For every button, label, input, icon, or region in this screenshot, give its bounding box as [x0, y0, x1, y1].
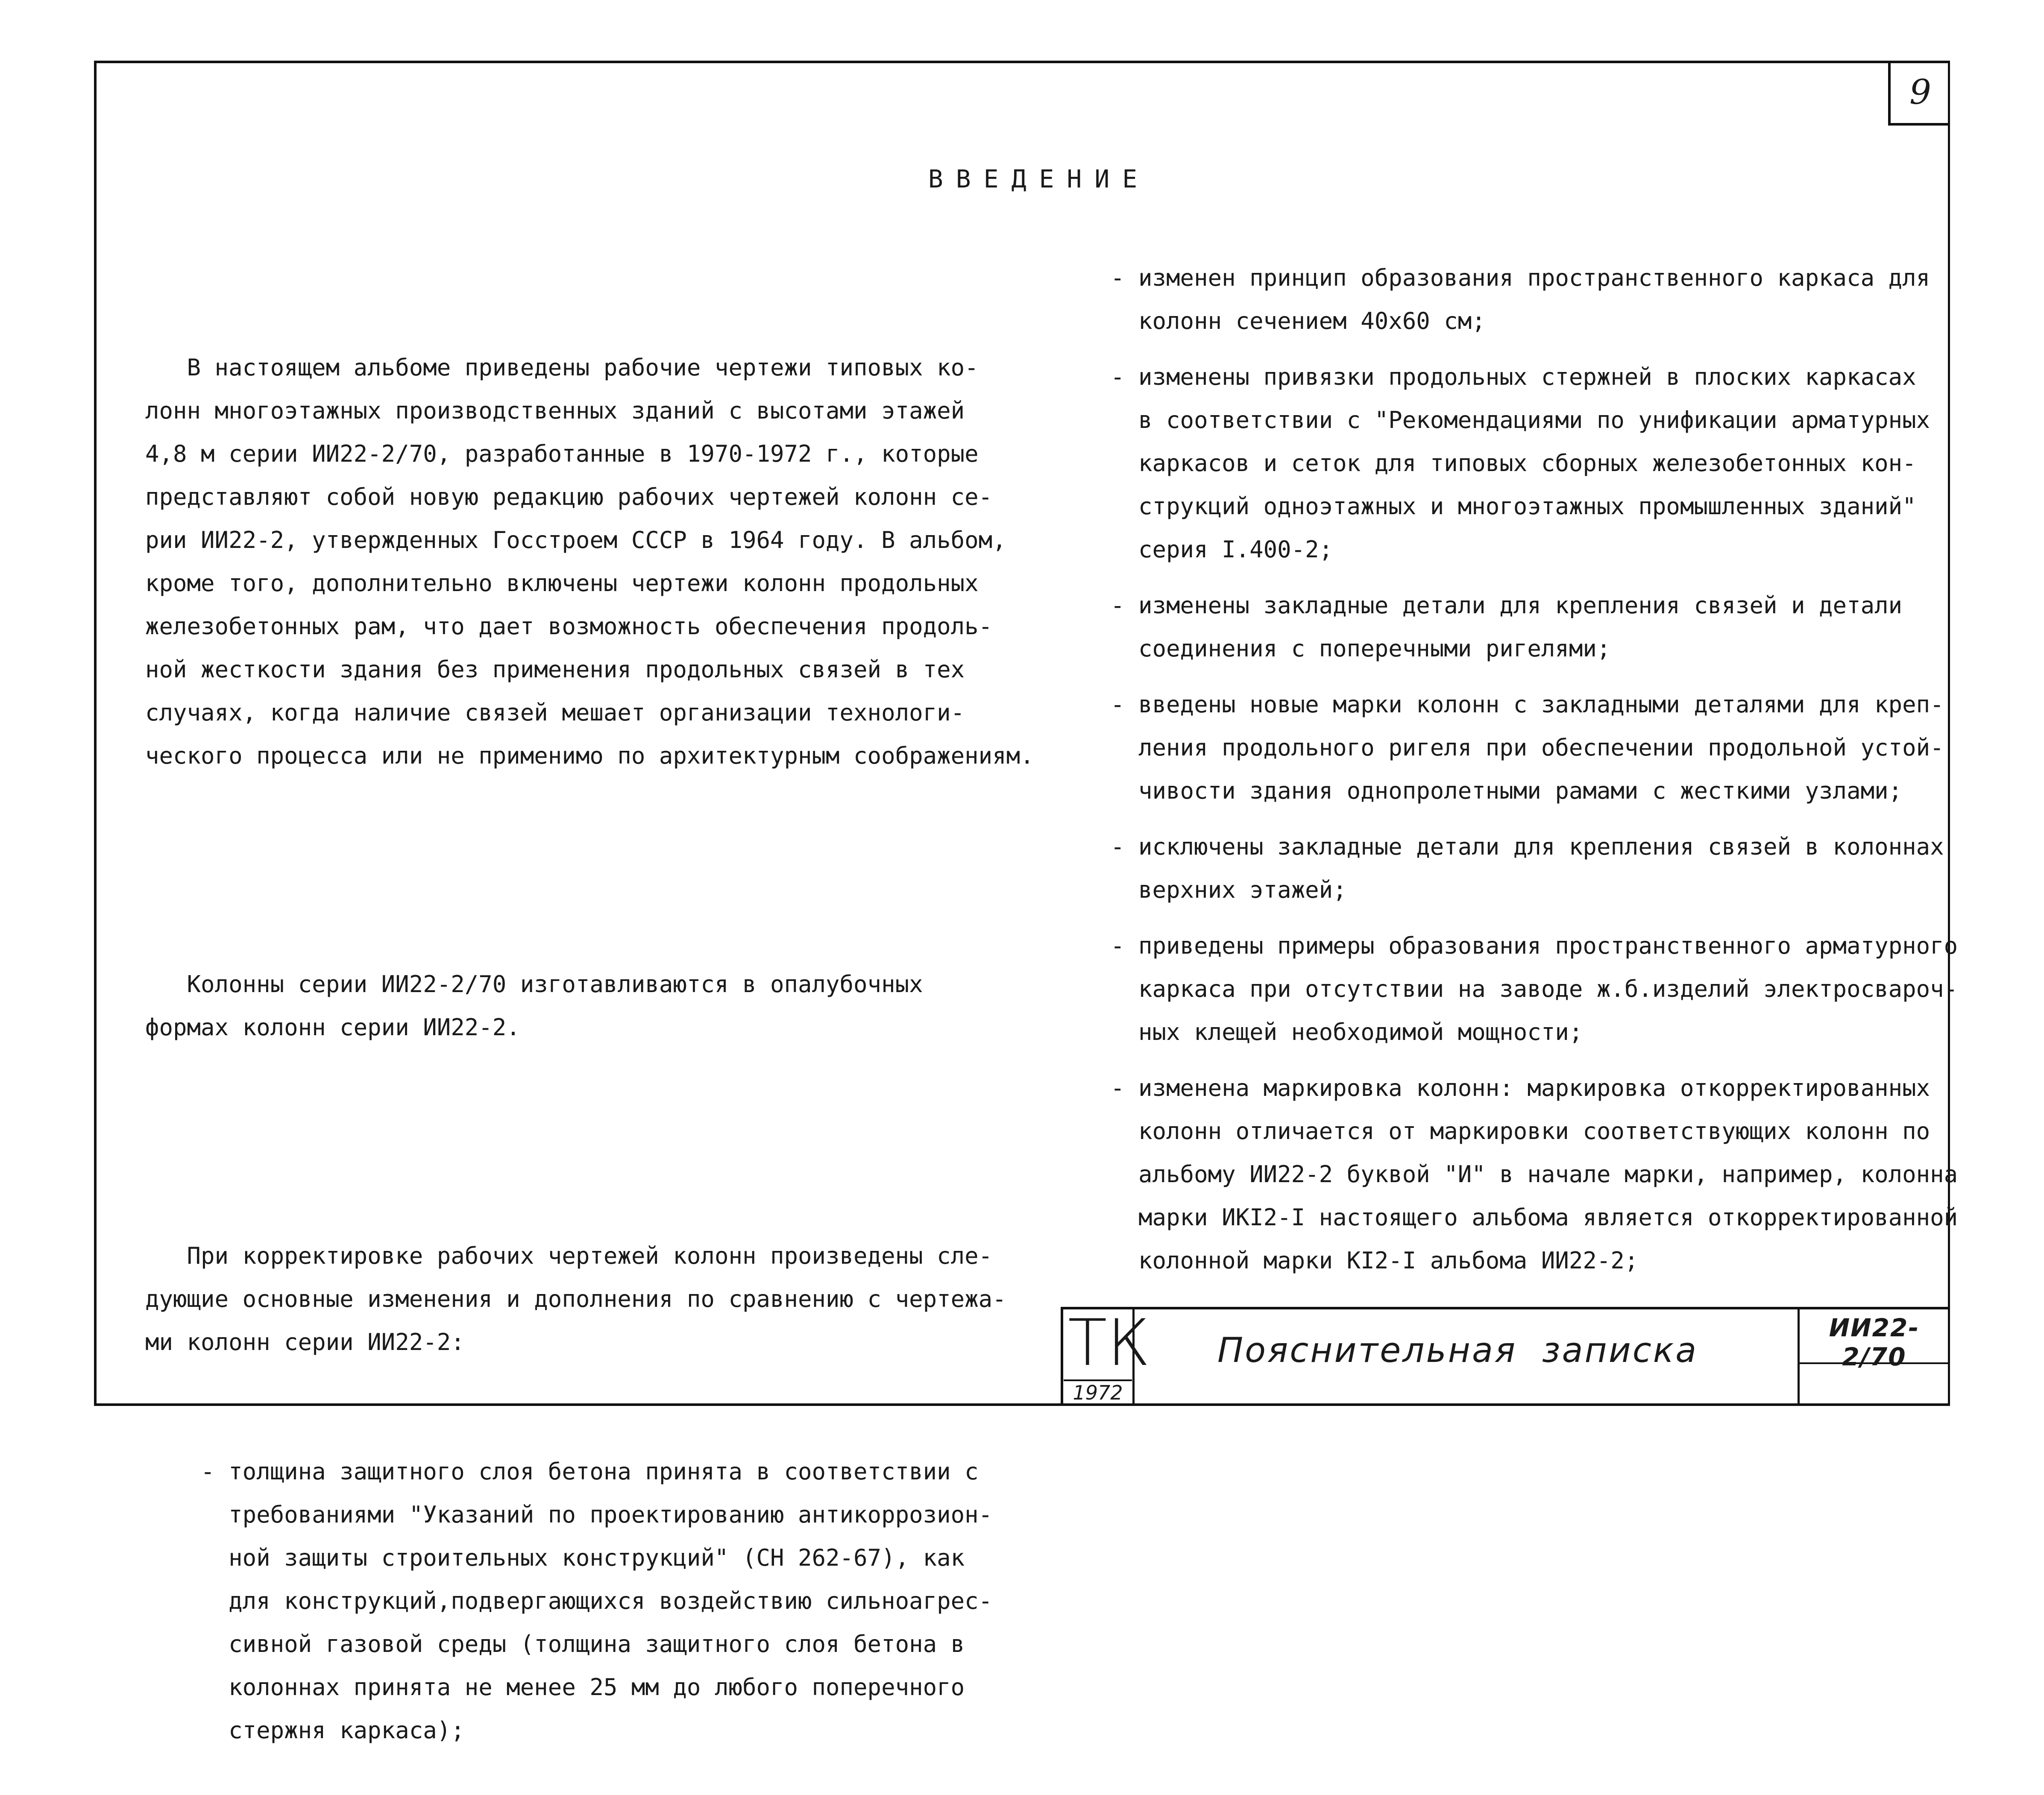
text-line: соединения с поперечными ригелями;: [1111, 635, 1611, 662]
text-line: кроме того, дополнительно включены чертежи колонн продольных: [145, 570, 979, 597]
right-text-column: [1111, 256, 1958, 1282]
text-line: дующие основные изменения и дополнения по сравнению с чертежа-: [145, 1285, 1006, 1312]
series-code: ИИ22-2/70: [1829, 1313, 1920, 1371]
intro-paragraph: [145, 346, 1034, 777]
page-title: ВВЕДЕНИЕ: [928, 164, 1150, 193]
sheet-name: Пояснительная записка: [1217, 1330, 1698, 1370]
text-line: альбому ИИ22-2 буквой "И" в начале марки, например, колонна: [1111, 1161, 1958, 1188]
list-item: [1111, 1066, 1958, 1282]
text-line: - изменены закладные детали для крепления связей и детали: [1111, 592, 1903, 619]
list-item: [1111, 825, 1958, 911]
text-line: струкций одноэтажных и многоэтажных промышленных зданий": [1111, 493, 1916, 520]
text-line: чивости здания однопролетными рамами с жесткими узлами;: [1111, 777, 1903, 804]
text-line: - изменен принцип образования пространственного каркаса для: [1111, 264, 1930, 291]
text-line: - исключены закладные детали для крепления связей в колоннах: [1111, 833, 1944, 860]
list-item: [1111, 355, 1958, 571]
text-line: сивной газовой среды (толщина защитного слоя бетона в: [145, 1631, 965, 1657]
forms-paragraph: [145, 963, 1034, 1049]
text-line: - введены новые марки колонн с закладными деталями для креп-: [1111, 691, 1944, 718]
changes-intro-paragraph: [145, 1234, 1034, 1364]
text-line: 4,8 м серии ИИ22-2/70, разработанные в 1970-1972 г., которые: [145, 440, 979, 467]
text-line: серия I.400-2;: [1111, 536, 1333, 563]
text-line: лонн многоэтажных производственных зданий с высотами этажей: [145, 397, 965, 424]
text-line: В настоящем альбоме приведены рабочие чертежи типовых ко-: [145, 354, 979, 381]
text-line: каркасов и сеток для типовых сборных железобетонных кон-: [1111, 450, 1916, 477]
stamp-year: 1972: [1064, 1379, 1132, 1405]
text-line: - толщина защитного слоя бетона принята в соответствии с: [145, 1458, 979, 1485]
text-line: представляют собой новую редакцию рабочих чертежей колонн се-: [145, 483, 993, 510]
text-line: требованиями "Указаний по проектированию антикоррозион-: [145, 1501, 993, 1528]
text-line: колоннах принята не менее 25 мм до любого поперечного: [145, 1674, 965, 1701]
page-number: 9: [1888, 61, 1950, 126]
text-line: ной жесткости здания без применения продольных связей в тех: [145, 656, 965, 683]
text-line: - приведены примеры образования пространственного арматурного: [1111, 932, 1958, 959]
text-line: колонн отличается от маркировки соответствующих колонн по: [1111, 1118, 1930, 1145]
text-line: верхних этажей;: [1111, 876, 1347, 903]
text-line: для конструкций,подвергающихся воздействию сильноагрес-: [145, 1587, 993, 1614]
text-line: формах колонн серии ИИ22-2.: [145, 1014, 520, 1041]
text-line: каркаса при отсутствии на заводе ж.б.изделий электросвароч-: [1111, 975, 1958, 1002]
text-line: При корректировке рабочих чертежей колонн произведены сле-: [145, 1242, 993, 1269]
text-line: ми колонн серии ИИ22-2:: [145, 1329, 465, 1356]
list-item: [1111, 256, 1958, 343]
list-item: [1111, 584, 1958, 670]
text-line: случаях, когда наличие связей мешает организации технологи-: [145, 699, 965, 726]
text-line: стержня каркаса);: [145, 1717, 465, 1744]
text-line: ческого процесса или не применимо по архитектурным соображениям.: [145, 742, 1034, 769]
list-item: [145, 1450, 1034, 1752]
text-line: Колонны серии ИИ22-2/70 изготавливаются в опалубочных: [145, 971, 923, 998]
text-line: - изменены привязки продольных стержней в плоских каркасах: [1111, 363, 1916, 390]
text-line: марки ИКI2-I настоящего альбома является откорректированной: [1111, 1204, 1958, 1231]
left-text-column: [145, 260, 1034, 1795]
list-item: [1111, 683, 1958, 812]
text-line: колонной марки КI2-I альбома ИИ22-2;: [1111, 1247, 1639, 1274]
list-item: [1111, 924, 1958, 1054]
text-line: колонн сечением 40х60 см;: [1111, 307, 1486, 334]
text-line: рии ИИ22-2, утвержденных Госстроем СССР в 1964 году. В альбом,: [145, 527, 1006, 553]
text-line: ных клещей необходимой мощности;: [1111, 1019, 1583, 1045]
stamp-letters: ТК: [1068, 1306, 1150, 1380]
text-line: в соответствии с "Рекомендациями по унификации арматурных: [1111, 407, 1930, 433]
text-line: железобетонных рам, что дает возможность обеспечения продоль-: [145, 613, 993, 640]
text-line: ления продольного ригеля при обеспечении продольной устой-: [1111, 734, 1944, 761]
text-line: ной защиты строительных конструкций" (СН 262-67), как: [145, 1544, 965, 1571]
text-line: - изменена маркировка колонн: маркировка откорректированных: [1111, 1075, 1930, 1101]
